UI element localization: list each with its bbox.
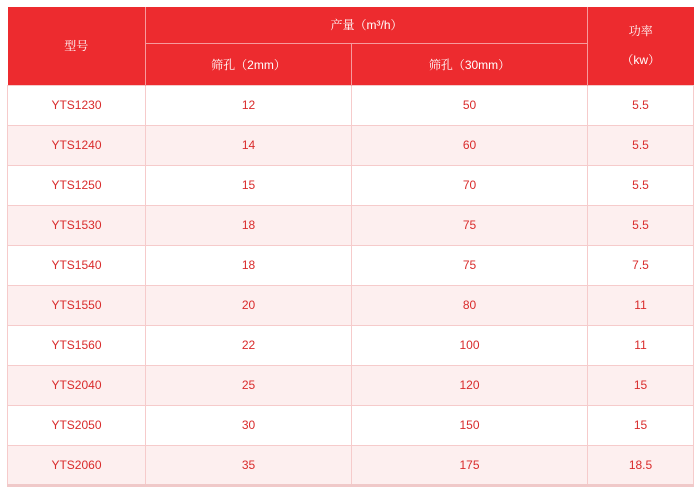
cell-power: 11 — [588, 285, 694, 325]
cell-sieve-30mm: 70 — [352, 165, 588, 205]
header-output-group: 产量（m³/h） — [146, 7, 588, 43]
table-row — [8, 245, 694, 285]
table-row — [8, 205, 694, 245]
header-power — [588, 7, 694, 85]
cell-power: 5.5 — [588, 85, 694, 125]
cell-sieve-2mm: 18 — [146, 245, 352, 285]
cell-sieve-2mm: 15 — [146, 165, 352, 205]
cell-power: 15 — [588, 365, 694, 405]
cell-model: YTS1250 — [8, 165, 146, 205]
cell-model: YTS2040 — [8, 365, 146, 405]
cell-sieve-2mm: 22 — [146, 325, 352, 365]
cell-model: YTS1560 — [8, 325, 146, 365]
header-power-label: 功率 — [628, 23, 653, 38]
cell-model: YTS2050 — [8, 405, 146, 445]
cell-model: YTS1540 — [8, 245, 146, 285]
table-row — [8, 405, 694, 445]
table-row — [8, 285, 694, 325]
cell-power: 18.5 — [588, 445, 694, 485]
cell-power: 15 — [588, 405, 694, 445]
header-sieve-30mm: 筛孔（30mm） — [352, 43, 588, 85]
table-row — [8, 85, 694, 125]
table-body — [8, 85, 694, 485]
cell-sieve-30mm: 60 — [352, 125, 588, 165]
table-row — [8, 445, 694, 485]
cell-power: 7.5 — [588, 245, 694, 285]
cell-sieve-2mm: 20 — [146, 285, 352, 325]
cell-model: YTS1530 — [8, 205, 146, 245]
product-spec-table — [7, 7, 694, 487]
table-row — [8, 165, 694, 205]
cell-sieve-30mm: 75 — [352, 245, 588, 285]
header-power-unit: （kw） — [621, 52, 661, 67]
cell-power: 5.5 — [588, 205, 694, 245]
cell-power: 5.5 — [588, 165, 694, 205]
cell-sieve-30mm: 50 — [352, 85, 588, 125]
table-row — [8, 325, 694, 365]
cell-sieve-2mm: 12 — [146, 85, 352, 125]
cell-model: YTS1230 — [8, 85, 146, 125]
cell-sieve-30mm: 120 — [352, 365, 588, 405]
table-header — [8, 7, 694, 85]
cell-power: 11 — [588, 325, 694, 365]
cell-sieve-30mm: 80 — [352, 285, 588, 325]
cell-sieve-2mm: 14 — [146, 125, 352, 165]
cell-model: YTS2060 — [8, 445, 146, 485]
header-model: 型号 — [8, 7, 146, 85]
table-row — [8, 125, 694, 165]
cell-sieve-2mm: 25 — [146, 365, 352, 405]
cell-sieve-2mm: 30 — [146, 405, 352, 445]
cell-model: YTS1240 — [8, 125, 146, 165]
header-sieve-2mm: 筛孔（2mm） — [146, 43, 352, 85]
cell-power: 5.5 — [588, 125, 694, 165]
cell-sieve-30mm: 75 — [352, 205, 588, 245]
cell-sieve-2mm: 18 — [146, 205, 352, 245]
cell-sieve-30mm: 175 — [352, 445, 588, 485]
cell-sieve-30mm: 150 — [352, 405, 588, 445]
table-row — [8, 365, 694, 405]
cell-sieve-2mm: 35 — [146, 445, 352, 485]
cell-sieve-30mm: 100 — [352, 325, 588, 365]
cell-model: YTS1550 — [8, 285, 146, 325]
